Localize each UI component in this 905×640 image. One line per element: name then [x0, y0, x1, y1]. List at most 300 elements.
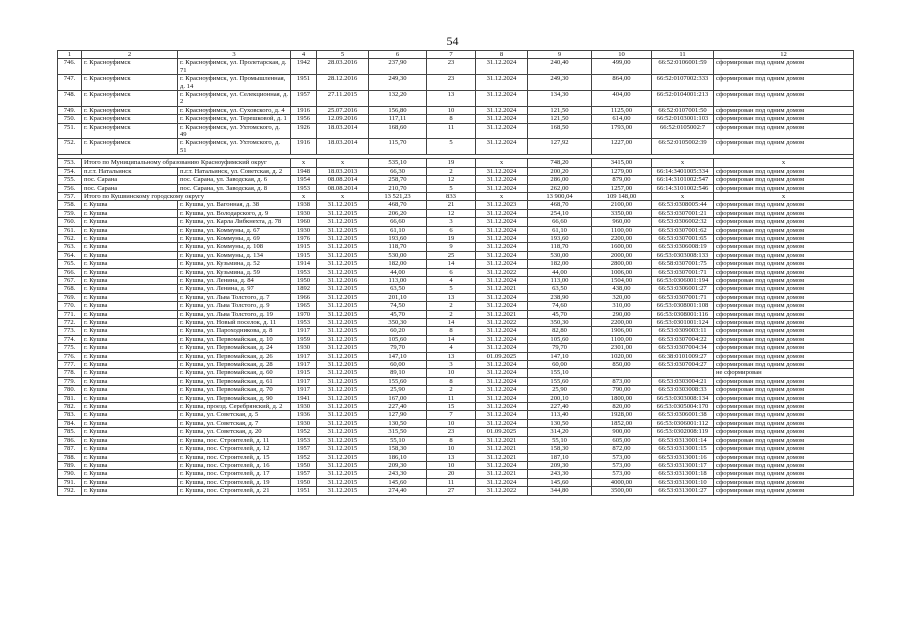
- table-cell: 27: [427, 487, 476, 495]
- table-row: [58, 478, 854, 486]
- table-cell: г. Кушва: [82, 394, 178, 402]
- table-cell: г. Кушва: [82, 377, 178, 385]
- table-cell: 900,00: [592, 428, 652, 436]
- table-cell: 1950: [291, 461, 317, 469]
- column-header: 6: [369, 51, 427, 59]
- table-cell: сформирован под одним домом: [714, 243, 854, 251]
- row-number-cell: 758.: [58, 201, 82, 209]
- table-cell: 18.03.2014: [317, 139, 369, 155]
- row-number-cell: 769.: [58, 293, 82, 301]
- table-cell: г. Кушва, ул. Первомайская, д. 28: [178, 361, 291, 369]
- table-cell: сформирован под одним домом: [714, 251, 854, 259]
- table-cell: 249,30: [528, 75, 592, 91]
- table-row: [58, 226, 854, 234]
- table-cell: г. Кушва: [82, 234, 178, 242]
- table-cell: 14: [427, 335, 476, 343]
- table-cell: 9: [427, 243, 476, 251]
- table-cell: г. Кушва, ул. Первомайская, д. 24: [178, 344, 291, 352]
- table-cell: 254,10: [528, 209, 592, 217]
- table-cell: 193,60: [528, 234, 592, 242]
- table-row: [58, 209, 854, 217]
- table-cell: 66:53:0303008:33: [652, 386, 714, 394]
- table-cell: 249,30: [369, 75, 427, 91]
- table-cell: 605,00: [592, 436, 652, 444]
- table-cell: 1930: [291, 344, 317, 352]
- table-cell: 31.12.2015: [317, 260, 369, 268]
- table-cell: 864,00: [592, 75, 652, 91]
- table-cell: 31.12.2015: [317, 436, 369, 444]
- column-header: 2: [82, 51, 178, 59]
- table-cell: 31.12.2015: [317, 319, 369, 327]
- table-row: [58, 260, 854, 268]
- table-cell: г. Кушва, пос. Строителей, д. 21: [178, 487, 291, 495]
- table-cell: 1959: [291, 335, 317, 343]
- table-cell: 13: [427, 293, 476, 301]
- table-cell: сформирован под одним домом: [714, 470, 854, 478]
- table-cell: 127,90: [369, 411, 427, 419]
- table-cell: 1916: [291, 139, 317, 155]
- table-cell: x: [652, 192, 714, 200]
- table-cell: г. Кушва, ул. Советская, д. 20: [178, 428, 291, 436]
- table-cell: 66:53:0307001:71: [652, 293, 714, 301]
- table-cell: сформирован под одним домом: [714, 226, 854, 234]
- table-row: [58, 344, 854, 352]
- table-cell: 10: [427, 419, 476, 427]
- table-cell: 66:53:0306001:112: [652, 419, 714, 427]
- table-cell: 290,00: [592, 310, 652, 318]
- table-cell: 227,40: [528, 403, 592, 411]
- row-number-cell: 765.: [58, 260, 82, 268]
- table-cell: 1952: [291, 453, 317, 461]
- table-cell: 2200,00: [592, 234, 652, 242]
- table-cell: 2200,00: [592, 319, 652, 327]
- table-cell: 3415,00: [592, 159, 652, 167]
- table-cell: сформирован под одним домом: [714, 394, 854, 402]
- row-number-cell: 764.: [58, 251, 82, 259]
- table-row: [58, 234, 854, 242]
- table-cell: 31.12.2015: [317, 419, 369, 427]
- table-cell: 31.12.2015: [317, 377, 369, 385]
- table-cell: 31.12.2024: [476, 184, 528, 192]
- table-cell: 227,40: [369, 403, 427, 411]
- table-cell: 1279,00: [592, 167, 652, 175]
- table-cell: 66:53:0308005:44: [652, 201, 714, 209]
- table-cell: 31.12.2015: [317, 470, 369, 478]
- table-cell: сформирован под одним домом: [714, 115, 854, 123]
- table-cell: сформирован под одним домом: [714, 335, 854, 343]
- table-cell: 31.12.2021: [476, 310, 528, 318]
- table-cell: x: [476, 192, 528, 200]
- table-cell: 66:53:0301001:124: [652, 319, 714, 327]
- table-cell: 31.12.2024: [476, 419, 528, 427]
- table-cell: 31.12.2021: [476, 436, 528, 444]
- table-cell: 18.03.2014: [317, 123, 369, 139]
- table-cell: 45,70: [528, 310, 592, 318]
- table-row: [58, 176, 854, 184]
- table-cell: 66:53:0307004:22: [652, 335, 714, 343]
- page-number: 54: [446, 34, 459, 48]
- table-cell: 156,80: [369, 106, 427, 114]
- table-cell: 31.12.2024: [476, 226, 528, 234]
- table-cell: 31.12.2024: [476, 218, 528, 226]
- table-row: [58, 293, 854, 301]
- table-cell: г. Красноуфимск, ул. Суховского, д. 4: [178, 106, 291, 114]
- table-cell: сформирован под одним домом: [714, 176, 854, 184]
- table-cell: сформирован под одним домом: [714, 106, 854, 114]
- table-cell: 314,20: [528, 428, 592, 436]
- table-cell: сформирован под одним домом: [714, 184, 854, 192]
- table-cell: 2000,00: [592, 251, 652, 259]
- table-cell: сформирован под одним домом: [714, 218, 854, 226]
- table-cell: 66,60: [369, 218, 427, 226]
- table-cell: г. Кушва, пос. Строителей, д. 11: [178, 436, 291, 444]
- table-cell: г. Кушва: [82, 369, 178, 377]
- table-cell: г. Кушва: [82, 226, 178, 234]
- table-row: [58, 319, 854, 327]
- row-number-cell: 757.: [58, 192, 82, 200]
- table-cell: 01.09.2025: [476, 428, 528, 436]
- table-cell: 573,00: [592, 461, 652, 469]
- table-cell: г. Кушва: [82, 453, 178, 461]
- table-cell: сформирован под одним домом: [714, 352, 854, 360]
- table-cell: 243,30: [369, 470, 427, 478]
- table-cell: г. Кушва, ул. Первомайская, д. 70: [178, 386, 291, 394]
- table-cell: г. Кушва: [82, 411, 178, 419]
- table-cell: 66:53:0306001:38: [652, 411, 714, 419]
- table-cell: 66:52:0105002:7: [652, 123, 714, 139]
- table-cell: пос. Сарана: [82, 176, 178, 184]
- row-number-cell: 756.: [58, 184, 82, 192]
- table-cell: 121,50: [528, 106, 592, 114]
- table-cell: 243,30: [528, 470, 592, 478]
- table-cell: 66:53:0313001:18: [652, 470, 714, 478]
- table-cell: 1917: [291, 361, 317, 369]
- table-cell: 2: [427, 302, 476, 310]
- table-cell: г. Кушва, ул. Коммуны, д. 69: [178, 234, 291, 242]
- table-cell: 66:14:3101002:546: [652, 184, 714, 192]
- row-number-cell: 780.: [58, 386, 82, 394]
- table-cell: 89,10: [369, 369, 427, 377]
- table-cell: 1954: [291, 176, 317, 184]
- table-cell: г. Красноуфимск, ул. Ухтомского, д. 51: [178, 139, 291, 155]
- table-row: [58, 167, 854, 175]
- table-cell: сформирован под одним домом: [714, 361, 854, 369]
- table-cell: 132,20: [369, 91, 427, 107]
- row-number-cell: 774.: [58, 335, 82, 343]
- table-cell: г. Кушва: [82, 386, 178, 394]
- table-cell: 27.11.2015: [317, 91, 369, 107]
- table-cell: 25,90: [369, 386, 427, 394]
- table-cell: 08.08.2014: [317, 176, 369, 184]
- table-row: [58, 445, 854, 453]
- row-number-cell: 763.: [58, 243, 82, 251]
- row-number-cell: 789.: [58, 461, 82, 469]
- table-cell: г. Кушва: [82, 344, 178, 352]
- table-cell: г. Кушва: [82, 209, 178, 217]
- row-number-cell: 760.: [58, 218, 82, 226]
- table-cell: 182,00: [528, 260, 592, 268]
- table-cell: сформирован под одним домом: [714, 327, 854, 335]
- table-cell: г. Красноуфимск: [82, 59, 178, 75]
- table-cell: 573,00: [592, 470, 652, 478]
- table-row: [58, 75, 854, 91]
- table-cell: сформирован под одним домом: [714, 276, 854, 284]
- row-number-cell: 750.: [58, 115, 82, 123]
- table-cell: 344,80: [528, 487, 592, 495]
- table-cell: 31.12.2015: [317, 445, 369, 453]
- table-row: [58, 369, 854, 377]
- table-cell: 31.12.2024: [476, 369, 528, 377]
- table-row: [58, 361, 854, 369]
- table-cell: 1917: [291, 327, 317, 335]
- table-cell: 1950: [291, 276, 317, 284]
- table-cell: сформирован под одним домом: [714, 411, 854, 419]
- table-row: [58, 487, 854, 495]
- table-cell: 1916: [291, 106, 317, 114]
- table-cell: сформирован под одним домом: [714, 386, 854, 394]
- table-cell: 31.12.2024: [476, 386, 528, 394]
- table-cell: 1504,00: [592, 276, 652, 284]
- table-cell: 25.07.2016: [317, 106, 369, 114]
- table-cell: 60,00: [369, 361, 427, 369]
- table-cell: сформирован под одним домом: [714, 403, 854, 411]
- table-row: [58, 453, 854, 461]
- table-cell: г. Кушва, ул. Коммуны, д. 134: [178, 251, 291, 259]
- table-cell: 66:53:0307001:21: [652, 209, 714, 217]
- table-cell: 109 148,00: [592, 192, 652, 200]
- table-cell: 1926: [291, 123, 317, 139]
- table-cell: 1948: [291, 167, 317, 175]
- table-cell: 31.12.2022: [476, 487, 528, 495]
- table-cell: [592, 369, 652, 377]
- table-cell: 8: [427, 377, 476, 385]
- table-cell: г. Кушва, ул. Коммуны, д. 67: [178, 226, 291, 234]
- table-cell: 31.12.2024: [476, 176, 528, 184]
- table-cell: 1938: [291, 201, 317, 209]
- table-cell: 1020,00: [592, 352, 652, 360]
- table-cell: 8: [427, 115, 476, 123]
- table-cell: 158,30: [369, 445, 427, 453]
- table-cell: 12.09.2016: [317, 115, 369, 123]
- table-cell: 31.12.2015: [317, 268, 369, 276]
- table-cell: 105,60: [528, 335, 592, 343]
- row-number-cell: 779.: [58, 377, 82, 385]
- table-cell: 31.12.2022: [476, 268, 528, 276]
- table-cell: 66:52:0106001:59: [652, 59, 714, 75]
- table-cell: г. Кушва: [82, 243, 178, 251]
- table-cell: г. Кушва, ул. Вагонная, д. 38: [178, 201, 291, 209]
- table-cell: 10: [427, 445, 476, 453]
- table-cell: 2: [427, 167, 476, 175]
- table-cell: 1917: [291, 377, 317, 385]
- table-cell: г. Кушва, ул. Кузьмина, д. 52: [178, 260, 291, 268]
- table-cell: 66,60: [528, 218, 592, 226]
- table-cell: 315,50: [369, 428, 427, 436]
- column-header: 12: [714, 51, 854, 59]
- table-cell: 1953: [291, 184, 317, 192]
- row-number-cell: 761.: [58, 226, 82, 234]
- table-cell: г. Красноуфимск, ул. Терешковой, д. 1: [178, 115, 291, 123]
- column-header: 11: [652, 51, 714, 59]
- table-cell: 1006,00: [592, 268, 652, 276]
- table-cell: г. Кушва, пос. Строителей, д. 12: [178, 445, 291, 453]
- table-cell: 66:14:3101002:547: [652, 176, 714, 184]
- table-cell: 13 900,04: [528, 192, 592, 200]
- table-row: [58, 436, 854, 444]
- table-cell: 1914: [291, 260, 317, 268]
- table-cell: 66:53:0313001:16: [652, 453, 714, 461]
- table-cell: 31.12.2015: [317, 226, 369, 234]
- row-number-cell: 790.: [58, 470, 82, 478]
- table-cell: 2100,00: [592, 201, 652, 209]
- table-cell: 08.08.2014: [317, 184, 369, 192]
- table-cell: 79,70: [528, 344, 592, 352]
- table-cell: 262,00: [528, 184, 592, 192]
- table-cell: 31.12.2021: [476, 470, 528, 478]
- table-cell: 31.12.2024: [476, 59, 528, 75]
- table-cell: 1976: [291, 234, 317, 242]
- table-cell: сформирован под одним домом: [714, 167, 854, 175]
- table-cell: 1125,00: [592, 106, 652, 114]
- table-cell: г. Кушва, пос. Строителей, д. 17: [178, 470, 291, 478]
- row-number-cell: 778.: [58, 369, 82, 377]
- table-cell: 31.12.2015: [317, 403, 369, 411]
- column-header: 1: [58, 51, 82, 59]
- table-cell: 31.12.2015: [317, 487, 369, 495]
- table-cell: сформирован под одним домом: [714, 445, 854, 453]
- table-cell: 1956: [291, 115, 317, 123]
- column-header: 7: [427, 51, 476, 59]
- table-cell: 66:53:0307001:65: [652, 234, 714, 242]
- table-cell: x: [317, 159, 369, 167]
- table-cell: 130,50: [528, 419, 592, 427]
- table-cell: 187,10: [528, 453, 592, 461]
- table-cell: г. Красноуфимск: [82, 115, 178, 123]
- table-cell: 25,90: [528, 386, 592, 394]
- table-cell: 82,80: [528, 327, 592, 335]
- table-cell: 1936: [291, 411, 317, 419]
- table-cell: 19: [427, 234, 476, 242]
- table-cell: 1950: [291, 478, 317, 486]
- table-cell: 66:53:0313001:27: [652, 487, 714, 495]
- table-cell: 3350,00: [592, 209, 652, 217]
- table-cell: 66:53:0313001:14: [652, 436, 714, 444]
- table-cell: 833: [427, 192, 476, 200]
- table-cell: г. Кушва, ул. Кузьмина, д. 59: [178, 268, 291, 276]
- row-number-cell: 791.: [58, 478, 82, 486]
- row-number-cell: 786.: [58, 436, 82, 444]
- table-cell: 1100,00: [592, 335, 652, 343]
- table-cell: 350,30: [528, 319, 592, 327]
- table-cell: 12: [427, 176, 476, 184]
- row-number-cell: 759.: [58, 209, 82, 217]
- table-cell: 31.12.2015: [317, 310, 369, 318]
- table-cell: 11: [427, 478, 476, 486]
- table-row: [58, 285, 854, 293]
- table-row: [58, 243, 854, 251]
- table-cell: г. Кушва: [82, 361, 178, 369]
- table-cell: 1960: [291, 218, 317, 226]
- table-cell: 31.12.2024: [476, 361, 528, 369]
- table-cell: г. Кушва: [82, 352, 178, 360]
- table-cell: 3: [427, 361, 476, 369]
- table-cell: г. Кушва: [82, 428, 178, 436]
- table-cell: 1951: [291, 487, 317, 495]
- table-cell: 113,40: [528, 411, 592, 419]
- table-cell: г. Кушва: [82, 276, 178, 284]
- table-cell: 31.12.2021: [476, 445, 528, 453]
- table-cell: 18.03.2013: [317, 167, 369, 175]
- row-number-cell: 776.: [58, 352, 82, 360]
- table-cell: 258,70: [369, 176, 427, 184]
- table-cell: г. Кушва: [82, 201, 178, 209]
- table-cell: Итого по Кушвинскому городскому округу: [82, 192, 291, 200]
- table-cell: 2301,00: [592, 344, 652, 352]
- table-cell: г. Красноуфимск, ул. Селекционная, д. 2: [178, 91, 291, 107]
- table-cell: 31.12.2023: [476, 201, 528, 209]
- table-cell: 573,00: [592, 453, 652, 461]
- table-cell: 31.12.2015: [317, 234, 369, 242]
- table-cell: 31.12.2024: [476, 293, 528, 301]
- table-cell: сформирован под одним домом: [714, 75, 854, 91]
- table-cell: 31.12.2015: [317, 327, 369, 335]
- row-number-cell: 748.: [58, 91, 82, 107]
- table-cell: 1892: [291, 285, 317, 293]
- table-cell: 209,30: [369, 461, 427, 469]
- table-cell: 31.12.2015: [317, 201, 369, 209]
- table-cell: 66:53:0307004:27: [652, 361, 714, 369]
- table-cell: 66:53:0302008:119: [652, 428, 714, 436]
- table-cell: 872,00: [592, 445, 652, 453]
- table-cell: г. Красноуфимск, ул. Пролетарская, д. 71: [178, 59, 291, 75]
- table-cell: 1952: [291, 428, 317, 436]
- table-cell: п.г.т. Натальинск, ул. Советская, д. 2: [178, 167, 291, 175]
- table-cell: 31.12.2024: [476, 75, 528, 91]
- table-cell: 206,20: [369, 209, 427, 217]
- table-cell: 31.12.2024: [476, 478, 528, 486]
- table-cell: x: [652, 159, 714, 167]
- table-cell: г. Кушва: [82, 470, 178, 478]
- table-cell: 1970: [291, 310, 317, 318]
- table-cell: 31.12.2024: [476, 302, 528, 310]
- table-cell: г. Кушва, ул. Первомайская, д. 61: [178, 377, 291, 385]
- table-cell: сформирован под одним домом: [714, 59, 854, 75]
- table-cell: 1930: [291, 403, 317, 411]
- table-cell: 145,60: [528, 478, 592, 486]
- table-cell: 193,60: [369, 234, 427, 242]
- table-cell: 1930: [291, 209, 317, 217]
- table-cell: 1906,00: [592, 327, 652, 335]
- table-cell: 1928,00: [592, 411, 652, 419]
- table-cell: г. Кушва: [82, 293, 178, 301]
- table-cell: 530,00: [528, 251, 592, 259]
- table-cell: 31.12.2024: [476, 91, 528, 107]
- table-cell: 14: [427, 319, 476, 327]
- row-number-cell: 783.: [58, 411, 82, 419]
- table-cell: 66:52:0103001:103: [652, 115, 714, 123]
- table-cell: 1957: [291, 91, 317, 107]
- table-cell: 1930: [291, 226, 317, 234]
- table-cell: г. Кушва, ул. Карла Либкнехта, д. 78: [178, 218, 291, 226]
- table-cell: 499,00: [592, 59, 652, 75]
- table-cell: 23: [427, 75, 476, 91]
- table-cell: г. Кушва, ул. Ленина, д. 84: [178, 276, 291, 284]
- table-cell: г. Кушва: [82, 478, 178, 486]
- table-cell: г. Кушва: [82, 403, 178, 411]
- column-header: 5: [317, 51, 369, 59]
- table-cell: 117,11: [369, 115, 427, 123]
- table-cell: 21: [427, 201, 476, 209]
